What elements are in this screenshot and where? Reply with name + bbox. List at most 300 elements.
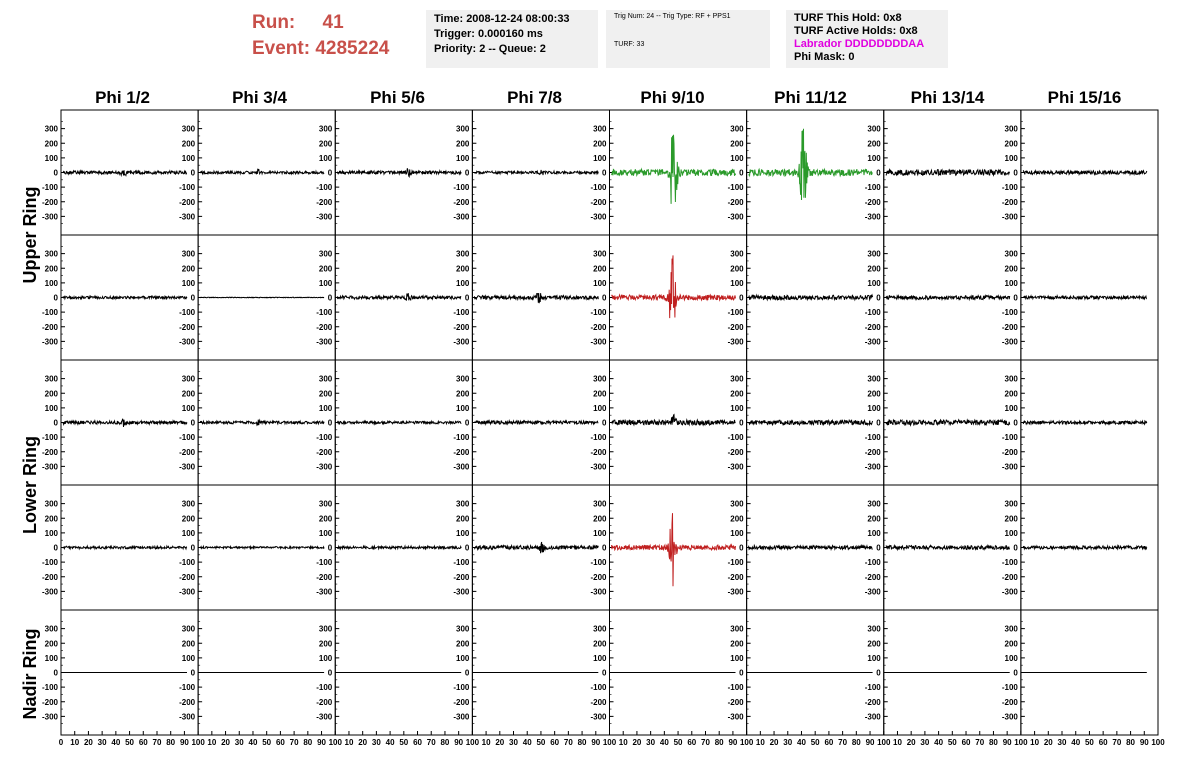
waveform-trace [200, 169, 324, 175]
y-tick-label: 200 [730, 264, 744, 274]
y-tick-label: 300 [44, 124, 58, 134]
y-tick-label: 200 [181, 389, 196, 399]
y-tick-label: 200 [181, 264, 196, 274]
y-tick-label: 200 [181, 139, 196, 149]
y-tick-label: -200 [590, 572, 607, 582]
x-tick-label: 80 [577, 738, 587, 747]
y-tick-label: -100 [453, 308, 470, 318]
y-tick-label: -300 [41, 337, 58, 347]
y-tick-label: 100 [44, 403, 58, 413]
y-tick-label: 300 [456, 374, 470, 384]
waveform-trace [612, 135, 736, 204]
y-tick-label: 0 [327, 293, 333, 303]
y-tick-label: 0 [739, 543, 744, 553]
y-tick-label: 200 [456, 139, 470, 149]
y-tick-label: -300 [453, 337, 470, 347]
x-tick-label: 60 [550, 738, 560, 747]
ring-label-upper: Upper Ring [20, 186, 40, 284]
y-tick-label: 100 [456, 403, 470, 413]
y-tick-label: -300 [727, 212, 744, 222]
x-tick-label: 40 [248, 738, 258, 747]
y-tick-label: 100 [318, 528, 333, 538]
x-tick-label: 30 [783, 738, 793, 747]
x-tick-label: 40 [522, 738, 532, 747]
y-tick-label: -100 [453, 183, 470, 193]
y-tick-label: -200 [41, 447, 58, 457]
y-tick-label: -200 [590, 197, 607, 207]
y-tick-label: -200 [453, 197, 470, 207]
y-tick-label: -100 [41, 683, 58, 693]
waveform-trace [749, 546, 873, 550]
y-tick-label: 200 [318, 389, 333, 399]
y-tick-label: 200 [730, 639, 744, 649]
y-tick-label: -100 [453, 433, 470, 443]
x-tick-label: 40 [797, 738, 806, 747]
y-tick-label: -100 [864, 183, 881, 193]
x-tick-label: 80 [1126, 738, 1136, 747]
y-tick-label: -100 [590, 433, 607, 443]
y-tick-label: 200 [867, 514, 881, 524]
y-tick-label: -300 [179, 212, 196, 222]
waveform-trace [474, 293, 598, 303]
x-tick-label: 70 [563, 738, 573, 747]
y-tick-label: 0 [739, 293, 744, 303]
y-tick-label: 300 [593, 124, 607, 134]
x-tick-label: 70 [701, 738, 710, 747]
y-tick-label: 300 [730, 124, 744, 134]
y-tick-label: -300 [590, 587, 607, 597]
y-tick-label: 200 [1004, 389, 1018, 399]
y-tick-label: 100 [593, 153, 607, 163]
x-tick-label: 80 [166, 738, 176, 747]
y-tick-label: -100 [727, 183, 744, 193]
y-tick-label: 200 [318, 514, 333, 524]
x-tick-label: 80 [988, 738, 998, 747]
y-tick-label: 0 [53, 293, 58, 303]
labrador-text: Labrador DDDDDDDDAA [794, 38, 925, 50]
y-tick-label: 300 [181, 249, 196, 259]
y-tick-label: -100 [179, 558, 196, 568]
y-tick-label: -200 [41, 572, 58, 582]
y-tick-label: 100 [44, 153, 58, 163]
x-tick-label: 60 [275, 738, 285, 747]
x-tick-label: 10 [344, 738, 354, 747]
y-tick-label: 0 [327, 543, 333, 553]
x-tick-label: 30 [509, 738, 518, 747]
y-tick-label: 200 [318, 264, 333, 274]
waveform-trace [63, 546, 187, 549]
y-tick-label: 0 [602, 168, 607, 178]
y-tick-label: 100 [867, 653, 881, 663]
y-tick-label: -300 [590, 337, 607, 347]
y-tick-label: -300 [41, 462, 58, 472]
x-tick-label: 20 [906, 738, 916, 747]
x-tick-label: 90 [1139, 738, 1149, 747]
y-tick-label: 100 [318, 653, 333, 663]
x-tick-label: 30 [234, 738, 244, 747]
y-tick-label: -100 [316, 683, 333, 693]
y-tick-label: 300 [181, 374, 196, 384]
y-tick-label: 200 [593, 264, 607, 274]
y-tick-label: 300 [730, 624, 744, 634]
x-tick-label: 0 [58, 738, 64, 747]
y-tick-label: -200 [1001, 197, 1018, 207]
y-tick-label: -300 [179, 712, 196, 722]
waveform-trace [749, 420, 873, 425]
y-tick-label: -300 [453, 212, 470, 222]
turf-active-holds: TURF Active Holds: 0x8 [794, 25, 918, 37]
priority-text: Priority: 2 -- Queue: 2 [434, 43, 546, 55]
y-tick-label: -100 [727, 558, 744, 568]
turf-this-hold: TURF This Hold: 0x8 [794, 12, 902, 24]
ring-label-lower: Lower Ring [20, 436, 40, 534]
x-tick-label: 90 [728, 738, 738, 747]
y-tick-label: -100 [864, 433, 881, 443]
y-tick-label: -200 [864, 697, 881, 707]
y-tick-label: 200 [867, 389, 881, 399]
column-header: Phi 3/4 [232, 88, 287, 107]
x-tick-label: 20 [83, 738, 93, 747]
y-tick-label: -100 [590, 183, 607, 193]
x-tick-label: 20 [358, 738, 368, 747]
y-tick-label: 300 [44, 624, 58, 634]
x-tick-label: 30 [646, 738, 656, 747]
x-tick-label: 40 [111, 738, 121, 747]
y-tick-label: -200 [41, 697, 58, 707]
turf-text: TURF: 33 [614, 41, 645, 48]
y-tick-label: 0 [190, 293, 196, 303]
waveform-trace [1023, 421, 1147, 424]
y-tick-label: 0 [739, 168, 744, 178]
y-tick-label: 300 [1004, 124, 1018, 134]
y-tick-label: -200 [1001, 447, 1018, 457]
run-value: 41 [322, 12, 344, 33]
y-tick-label: -100 [41, 558, 58, 568]
y-tick-label: -100 [864, 558, 881, 568]
y-tick-label: 200 [1004, 139, 1018, 149]
x-tick-label: 30 [920, 738, 930, 747]
y-tick-label: -300 [590, 462, 607, 472]
y-tick-label: -100 [1001, 683, 1018, 693]
x-tick-label: 70 [426, 738, 436, 747]
y-tick-label: 0 [327, 168, 333, 178]
waveform-trace [1023, 296, 1147, 299]
y-tick-label: 200 [44, 389, 58, 399]
waveform-trace [63, 419, 187, 427]
y-tick-label: -100 [453, 558, 470, 568]
column-header: Phi 13/14 [910, 88, 985, 107]
column-header: Phi 5/6 [370, 88, 425, 107]
y-tick-label: 300 [730, 249, 744, 259]
y-tick-label: 200 [181, 514, 196, 524]
y-tick-label: -300 [1001, 712, 1018, 722]
y-tick-label: 0 [876, 668, 881, 678]
x-tick-label: 90 [591, 738, 601, 747]
y-tick-label: -100 [179, 683, 196, 693]
y-tick-label: -200 [590, 447, 607, 457]
y-tick-label: -300 [316, 587, 333, 597]
y-tick-label: 100 [1004, 153, 1018, 163]
x-tick-label: 70 [838, 738, 848, 747]
y-tick-label: 300 [593, 499, 607, 509]
y-tick-label: 200 [456, 639, 470, 649]
y-tick-label: 0 [602, 418, 607, 428]
column-header: Phi 15/16 [1047, 88, 1122, 107]
waveform-trace [1023, 546, 1147, 549]
y-tick-label: -300 [316, 462, 333, 472]
y-tick-label: 0 [327, 668, 333, 678]
event-value: 4285224 [315, 38, 390, 59]
waveform-trace [337, 421, 461, 424]
y-tick-label: 100 [44, 278, 58, 288]
y-tick-label: 300 [867, 249, 881, 259]
y-tick-label: -200 [864, 447, 881, 457]
y-tick-label: 100 [318, 278, 333, 288]
y-tick-label: -100 [1001, 433, 1018, 443]
x-tick-label: 20 [1043, 738, 1053, 747]
y-tick-label: -100 [41, 183, 58, 193]
y-tick-label: -100 [727, 683, 744, 693]
x-tick-label: 80 [851, 738, 861, 747]
waveform-trace [749, 129, 873, 200]
waveform-trace [612, 513, 736, 586]
y-tick-label: -100 [590, 683, 607, 693]
waveform-trace [337, 546, 461, 549]
y-tick-label: -300 [179, 587, 196, 597]
y-tick-label: 100 [593, 528, 607, 538]
x-tick-label: 50 [125, 738, 135, 747]
y-tick-label: -100 [316, 308, 333, 318]
y-tick-label: 300 [456, 624, 470, 634]
x-tick-label: 10 [207, 738, 217, 747]
waveform-trace [337, 168, 461, 176]
y-tick-label: -200 [727, 447, 744, 457]
y-tick-label: 200 [1004, 514, 1018, 524]
y-tick-label: 100 [593, 278, 607, 288]
y-tick-label: -300 [1001, 337, 1018, 347]
y-tick-label: -100 [590, 308, 607, 318]
x-tick-label: 20 [221, 738, 231, 747]
y-tick-label: 100 [593, 653, 607, 663]
x-tick-label: 20 [769, 738, 779, 747]
y-tick-label: 200 [730, 389, 744, 399]
x-tick-label: 70 [289, 738, 299, 747]
x-tick-label: 60 [1098, 738, 1108, 747]
y-tick-label: -200 [590, 322, 607, 332]
y-tick-label: 0 [739, 418, 744, 428]
y-tick-label: 100 [181, 278, 196, 288]
y-tick-label: -200 [179, 447, 196, 457]
y-tick-label: 0 [190, 168, 196, 178]
y-tick-label: -100 [590, 558, 607, 568]
x-tick-label: 60 [687, 738, 697, 747]
y-tick-label: -100 [179, 183, 196, 193]
y-tick-label: 0 [190, 668, 196, 678]
y-tick-label: 300 [867, 124, 881, 134]
y-tick-label: -100 [453, 683, 470, 693]
x-tick-label: 90 [179, 738, 189, 747]
waveform-trace [63, 296, 187, 299]
x-tick-label: 50 [810, 738, 820, 747]
y-tick-label: 0 [602, 293, 607, 303]
y-tick-label: 300 [44, 374, 58, 384]
y-tick-label: 300 [1004, 249, 1018, 259]
y-tick-label: 300 [318, 124, 333, 134]
y-tick-label: -200 [316, 697, 333, 707]
phi-mask-text: Phi Mask: 0 [794, 51, 855, 63]
y-tick-label: -100 [316, 183, 333, 193]
y-tick-label: -300 [864, 712, 881, 722]
y-tick-label: -100 [316, 433, 333, 443]
y-tick-label: -200 [864, 572, 881, 582]
y-tick-label: 300 [318, 499, 333, 509]
waveform-trace [474, 421, 598, 424]
y-tick-label: -200 [727, 322, 744, 332]
ring-label-nadir: Nadir Ring [20, 628, 40, 720]
x-tick-label: 30 [1057, 738, 1067, 747]
y-tick-label: -300 [727, 712, 744, 722]
y-tick-label: -300 [590, 712, 607, 722]
y-tick-label: 100 [1004, 528, 1018, 538]
y-tick-label: -200 [453, 572, 470, 582]
y-tick-label: 0 [1013, 543, 1018, 553]
y-tick-label: -200 [179, 572, 196, 582]
y-tick-label: 300 [1004, 499, 1018, 509]
y-tick-label: 100 [181, 528, 196, 538]
waveform-trace [474, 170, 598, 175]
x-tick-label: 60 [413, 738, 422, 747]
y-tick-label: 0 [53, 668, 58, 678]
y-tick-label: 200 [456, 389, 470, 399]
y-tick-label: -200 [453, 322, 470, 332]
y-tick-label: -200 [727, 697, 744, 707]
x-tick-label: 50 [262, 738, 272, 747]
waveform-trace [612, 255, 736, 318]
column-header: Phi 1/2 [95, 88, 150, 107]
column-header: Phi 7/8 [507, 88, 562, 107]
x-tick-label: 60 [961, 738, 971, 747]
waveform-trace [886, 546, 1010, 550]
y-tick-label: 0 [464, 418, 470, 428]
x-tick-label: 100 [465, 738, 480, 747]
x-tick-label: 10 [481, 738, 491, 747]
x-tick-label: 100 [739, 738, 754, 747]
y-tick-label: -200 [316, 322, 333, 332]
y-tick-label: -200 [590, 697, 607, 707]
y-tick-label: 100 [730, 653, 744, 663]
x-tick-label: 100 [1014, 738, 1028, 747]
y-tick-label: 0 [327, 418, 333, 428]
waveform-trace [474, 542, 598, 553]
y-tick-label: 100 [456, 278, 470, 288]
y-tick-label: 200 [456, 264, 470, 274]
y-tick-label: 0 [464, 668, 470, 678]
x-tick-label: 80 [714, 738, 724, 747]
y-tick-label: 0 [876, 168, 881, 178]
y-tick-label: -300 [41, 212, 58, 222]
y-tick-label: 100 [867, 278, 881, 288]
y-tick-label: 200 [593, 639, 607, 649]
y-tick-label: 300 [1004, 374, 1018, 384]
x-tick-label: 90 [317, 738, 326, 747]
y-tick-label: 200 [318, 139, 333, 149]
y-tick-label: -300 [316, 712, 333, 722]
y-tick-label: 100 [181, 403, 196, 413]
waveform-trace [886, 420, 1010, 425]
y-tick-label: -300 [1001, 587, 1018, 597]
x-tick-label: 10 [893, 738, 902, 747]
y-tick-label: -100 [1001, 183, 1018, 193]
y-tick-label: -300 [453, 587, 470, 597]
y-tick-label: -300 [864, 462, 881, 472]
y-tick-label: -200 [179, 322, 196, 332]
event-label: Event: [252, 38, 311, 59]
y-tick-label: -200 [453, 447, 470, 457]
x-tick-label: 10 [70, 738, 80, 747]
y-tick-label: 0 [53, 168, 58, 178]
trig-num-text: Trig Num: 24 -- Trig Type: RF + PPS1 [614, 13, 731, 20]
y-tick-label: 0 [464, 168, 470, 178]
y-tick-label: 200 [44, 139, 58, 149]
y-tick-label: 200 [730, 514, 744, 524]
y-tick-label: 100 [867, 153, 881, 163]
y-tick-label: 300 [181, 499, 196, 509]
y-tick-label: -100 [864, 683, 881, 693]
y-tick-label: -200 [453, 697, 470, 707]
y-tick-label: -300 [453, 712, 470, 722]
y-tick-label: -100 [179, 433, 196, 443]
time-text: Time: 2008-12-24 08:00:33 [434, 13, 570, 25]
y-tick-label: 100 [318, 403, 333, 413]
waveform-trace [886, 296, 1010, 300]
y-tick-label: 300 [456, 499, 470, 509]
x-tick-label: 90 [865, 738, 875, 747]
x-tick-label: 100 [602, 738, 617, 747]
y-tick-label: 300 [456, 124, 470, 134]
y-tick-label: 200 [867, 264, 881, 274]
x-tick-label: 40 [1071, 738, 1081, 747]
y-tick-label: -200 [727, 572, 744, 582]
y-tick-label: 100 [730, 153, 744, 163]
waveform-trace [200, 547, 324, 549]
x-tick-label: 10 [1030, 738, 1040, 747]
y-tick-label: -100 [179, 308, 196, 318]
y-tick-label: -300 [1001, 462, 1018, 472]
y-tick-label: -200 [864, 197, 881, 207]
x-tick-label: 90 [454, 738, 464, 747]
waveform-trace [337, 293, 461, 300]
y-tick-label: -100 [727, 308, 744, 318]
y-tick-label: -100 [864, 308, 881, 318]
y-tick-label: -300 [41, 587, 58, 597]
y-tick-label: -100 [727, 433, 744, 443]
x-tick-label: 50 [673, 738, 683, 747]
x-tick-label: 20 [632, 738, 642, 747]
trigger-text: Trigger: 0.000160 ms [434, 28, 543, 40]
y-tick-label: -200 [1001, 322, 1018, 332]
y-tick-label: -300 [453, 462, 470, 472]
x-tick-label: 80 [303, 738, 313, 747]
y-tick-label: 100 [1004, 278, 1018, 288]
y-tick-label: 300 [318, 624, 333, 634]
y-tick-label: 100 [318, 153, 333, 163]
y-tick-label: 0 [739, 668, 744, 678]
y-tick-label: -100 [41, 433, 58, 443]
y-tick-label: -200 [727, 197, 744, 207]
y-tick-label: 300 [593, 374, 607, 384]
y-tick-label: 300 [867, 499, 881, 509]
y-tick-label: -300 [590, 212, 607, 222]
